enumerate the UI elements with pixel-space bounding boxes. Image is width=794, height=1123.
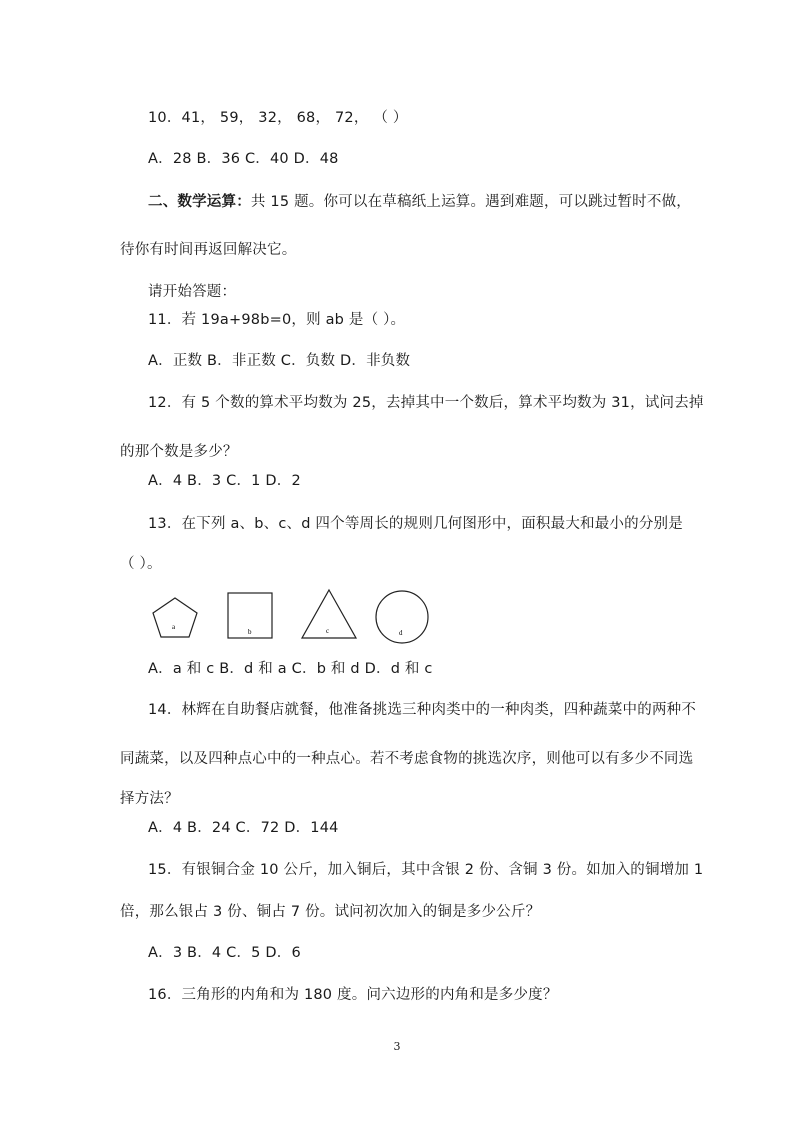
q12-line1: 12．有 5 个数的算术平均数为 25，去掉其中一个数后，算术平均数为 31，试问去掉 [148,395,704,411]
q14-line2: 同蔬菜，以及四种点心中的一种点心。若不考虑食物的挑选次序，则他可以有多少不同选 [120,751,694,767]
q15-line2: 倍，那么银占 3 份、铜占 7 份。试问初次加入的铜是多少公斤？ [120,904,541,920]
q14-line3: 择方法？ [120,791,179,807]
q10-line: 10．41， 59， 32， 68， 72， （ ） [148,110,408,126]
q11-line: 11．若 19a+98b=0，则 ab 是（ ）。 [148,312,406,328]
q11-options: A．正数 B．非正数 C．负数 D．非负数 [148,353,411,369]
q13-options: A．a 和 c B．d 和 a C．b 和 d D．d 和 c [148,661,433,677]
triangle-shape-c [302,590,356,638]
q16-line1: 16．三角形的内角和为 180 度。问六边形的内角和是多少度？ [148,987,558,1003]
q13-line2: （ ）。 [120,556,162,572]
section2-title: 二、数学运算： [148,194,251,210]
square-shape-b [228,593,272,638]
section2-intro-line2: 待你有时间再返回解决它。 [120,242,297,258]
q14-options: A．4 B．24 C．72 D．144 [148,820,339,836]
circle-shape-d [376,591,428,643]
section2-start: 请开始答题： [148,284,237,300]
svg-text:c: c [326,627,330,635]
q12-line2: 的那个数是多少？ [120,444,238,460]
pentagon-shape-a [153,598,197,637]
svg-text:b: b [248,628,252,636]
section2-intro-line1: 共 15 题。你可以在草稿纸上运算。遇到难题，可以跳过暂时不做， [250,194,691,210]
svg-text:d: d [399,629,403,637]
q12-options: A．4 B．3 C．1 D．2 [148,473,301,489]
q15-line1: 15．有银铜合金 10 公斤，加入铜后，其中含银 2 份、含铜 3 份。如加入的铜增加 1 [148,862,704,878]
page-number: 3 [393,1040,401,1053]
q10-options: A．28 B．36 C．40 D．48 [148,151,339,167]
q13-shapes-figure [146,588,436,648]
q13-line1: 13．在下列 a、b、c、d 四个等周长的规则几何图形中，面积最大和最小的分别是 [148,516,683,532]
q15-options: A．3 B．4 C．5 D．6 [148,945,301,961]
section2-intro [148,192,691,212]
q14-line1: 14．林辉在自助餐店就餐，他准备挑选三种肉类中的一种肉类，四种蔬菜中的两种不 [148,702,697,718]
svg-text:a: a [172,623,176,631]
